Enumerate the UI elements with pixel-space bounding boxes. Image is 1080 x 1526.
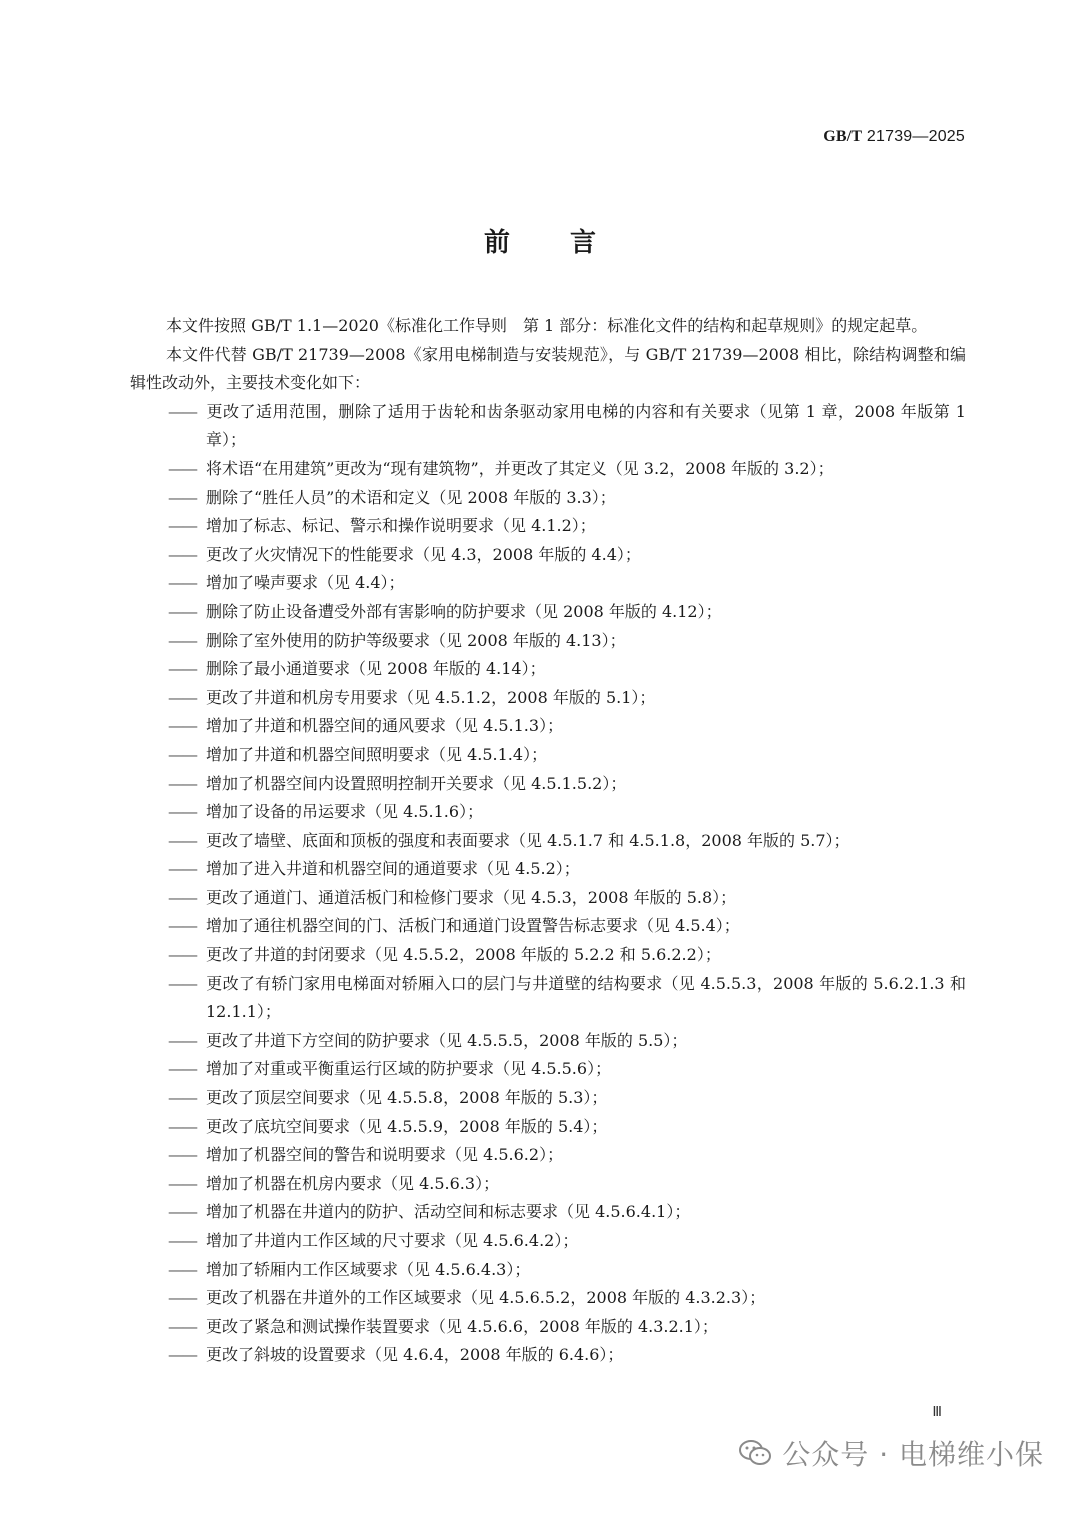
list-dash: —— bbox=[168, 1059, 196, 1079]
change-text: 增加了井道内工作区域的尺寸要求（见 4.5.6.4.2）； bbox=[206, 1231, 579, 1250]
wechat-icon bbox=[738, 1438, 772, 1468]
change-item bbox=[130, 941, 966, 970]
change-text: 增加了机器在井道内的防护、活动空间和标志要求（见 4.5.6.4.1）； bbox=[206, 1202, 691, 1222]
change-item bbox=[130, 1256, 966, 1285]
change-text: 增加了标志、标记、警示和操作说明要求（见 4.1.2）； bbox=[206, 516, 596, 536]
changes-list bbox=[130, 398, 966, 1370]
list-dash: —— bbox=[168, 1288, 196, 1308]
change-item bbox=[130, 1198, 966, 1227]
list-dash: —— bbox=[168, 716, 196, 736]
intro-paragraph: 本文件按照 GB/T 1.1—2020《标准化工作导则 第 1 部分：标准化文件的结构和起草规则》的规定起草。 bbox=[166, 316, 928, 335]
change-text: 更改了墙壁、底面和顶板的强度和表面要求（见 4.5.1.7 和 4.5.1.8，2008 年版的 5.7）； bbox=[206, 830, 850, 850]
list-dash: —— bbox=[168, 945, 196, 965]
standard-prefix: GB/T bbox=[823, 128, 863, 145]
standard-number: 21739—2025 bbox=[866, 128, 965, 145]
list-dash: —— bbox=[168, 916, 196, 936]
change-item bbox=[130, 1055, 966, 1084]
change-text: 增加了对重或平衡重运行区域的防护要求（见 4.5.5.6）； bbox=[206, 1059, 612, 1079]
change-text: 删除了“胜任人员”的术语和定义（见 2008 年版的 3.3）； bbox=[206, 487, 616, 507]
change-item bbox=[130, 484, 966, 513]
change-text: 删除了室外使用的防护等级要求（见 2008 年版的 4.13）； bbox=[206, 630, 626, 650]
list-dash: —— bbox=[168, 1316, 196, 1336]
list-dash: —— bbox=[168, 601, 196, 621]
change-text: 增加了井道和机器空间的通风要求（见 4.5.1.3）； bbox=[206, 716, 564, 736]
change-item bbox=[130, 1027, 966, 1056]
list-dash: —— bbox=[168, 830, 196, 850]
change-text: 更改了机器在井道外的工作区域要求（见 4.5.6.5.2，2008 年版的 4.3.2.3）； bbox=[206, 1288, 766, 1308]
document-body bbox=[130, 312, 966, 1370]
change-text: 更改了底坑空间要求（见 4.5.5.9，2008 年版的 5.4）； bbox=[206, 1116, 608, 1136]
list-dash: —— bbox=[168, 744, 196, 764]
change-text: 更改了适用范围，删除了适用于齿轮和齿条驱动家用电梯的内容和有关要求（见第 1 章，2008 年版第 1 章）； bbox=[206, 401, 966, 450]
change-text: 删除了最小通道要求（见 2008 年版的 4.14）； bbox=[206, 659, 546, 679]
list-dash: —— bbox=[168, 687, 196, 707]
change-item bbox=[130, 1170, 966, 1199]
list-dash: —— bbox=[168, 1030, 196, 1050]
change-text: 增加了机器空间内设置照明控制开关要求（见 4.5.1.5.2）； bbox=[206, 773, 627, 793]
list-dash: —— bbox=[168, 1088, 196, 1108]
change-text: 增加了通往机器空间的门、活板门和通道门设置警告标志要求（见 4.5.4）； bbox=[206, 916, 740, 936]
change-text: 更改了通道门、通道活板门和检修门要求（见 4.5.3，2008 年版的 5.8）； bbox=[206, 887, 737, 907]
change-item bbox=[130, 1084, 966, 1113]
change-text: 将术语“在用建筑”更改为“现有建筑物”，并更改了其定义（见 3.2，2008 年版的 3.2）； bbox=[206, 458, 834, 478]
standard-code bbox=[823, 128, 965, 146]
list-dash: —— bbox=[168, 401, 196, 421]
change-item bbox=[130, 398, 966, 455]
change-item bbox=[130, 1141, 966, 1170]
change-text: 更改了火灾情况下的性能要求（见 4.3，2008 年版的 4.4）； bbox=[206, 544, 641, 564]
change-item bbox=[130, 569, 966, 598]
list-dash: —— bbox=[168, 1202, 196, 1222]
change-text: 更改了有轿门家用电梯面对轿厢入口的层门与井道壁的结构要求（见 4.5.5.3，2008 年版的 5.6.2.1.3 和 12.1.1）； bbox=[206, 973, 966, 1022]
change-item bbox=[130, 798, 966, 827]
list-dash: —— bbox=[168, 1231, 196, 1250]
change-item bbox=[130, 855, 966, 884]
list-dash: —— bbox=[168, 859, 196, 879]
list-dash: —— bbox=[168, 1259, 196, 1279]
change-text: 删除了防止设备遭受外部有害影响的防护要求（见 2008 年版的 4.12）； bbox=[206, 601, 722, 621]
change-item bbox=[130, 627, 966, 656]
change-text: 更改了顶层空间要求（见 4.5.5.8，2008 年版的 5.3）； bbox=[206, 1088, 608, 1108]
change-text: 增加了机器在机房内要求（见 4.5.6.3）； bbox=[206, 1173, 500, 1193]
change-item bbox=[130, 541, 966, 570]
change-item bbox=[130, 598, 966, 627]
list-dash: —— bbox=[168, 773, 196, 793]
change-item bbox=[130, 1227, 966, 1256]
change-item bbox=[130, 1341, 966, 1370]
change-text: 增加了设备的吊运要求（见 4.5.1.6）； bbox=[206, 802, 484, 822]
list-dash: —— bbox=[168, 1145, 196, 1165]
change-item bbox=[130, 655, 966, 684]
change-text: 更改了井道和机房专用要求（见 4.5.1.2，2008 年版的 5.1）； bbox=[206, 687, 656, 707]
change-item bbox=[130, 912, 966, 941]
change-text: 更改了井道的封闭要求（见 4.5.5.2，2008 年版的 5.2.2 和 5.6.2.2）； bbox=[206, 945, 721, 965]
list-dash: —— bbox=[168, 458, 196, 478]
watermark bbox=[738, 1433, 1044, 1473]
list-dash: —— bbox=[168, 630, 196, 650]
change-text: 更改了斜坡的设置要求（见 4.6.4，2008 年版的 6.4.6）； bbox=[206, 1345, 624, 1365]
change-text: 增加了机器空间的警告和说明要求（见 4.5.6.2）； bbox=[206, 1145, 564, 1165]
change-text: 增加了井道和机器空间照明要求（见 4.5.1.4）； bbox=[206, 744, 548, 764]
list-dash: —— bbox=[168, 973, 196, 993]
change-item bbox=[130, 884, 966, 913]
change-text: 更改了井道下方空间的防护要求（见 4.5.5.5，2008 年版的 5.5）； bbox=[206, 1030, 688, 1050]
list-dash: —— bbox=[168, 802, 196, 822]
list-dash: —— bbox=[168, 1116, 196, 1136]
change-item bbox=[130, 1313, 966, 1342]
change-item bbox=[130, 712, 966, 741]
change-item bbox=[130, 1113, 966, 1142]
change-item bbox=[130, 684, 966, 713]
list-dash: —— bbox=[168, 487, 196, 507]
change-text: 更改了紧急和测试操作装置要求（见 4.5.6.6，2008 年版的 4.3.2.1）； bbox=[206, 1316, 718, 1336]
change-text: 增加了进入井道和机器空间的通道要求（见 4.5.2）； bbox=[206, 859, 580, 879]
intro-paragraph: 本文件代替 GB/T 21739—2008《家用电梯制造与安装规范》，与 GB/T 21739—2008 相比，除结构调整和编辑性改动外，主要技术变化如下： bbox=[130, 344, 966, 393]
change-item bbox=[130, 512, 966, 541]
watermark-text: 公众号 · 电梯维小保 bbox=[782, 1438, 1044, 1471]
change-text: 增加了噪声要求（见 4.4）； bbox=[206, 573, 405, 593]
change-text: 增加了轿厢内工作区域要求（见 4.5.6.4.3）； bbox=[206, 1259, 531, 1279]
list-dash: —— bbox=[168, 544, 196, 564]
change-item bbox=[130, 455, 966, 484]
list-dash: —— bbox=[168, 516, 196, 536]
change-item bbox=[130, 827, 966, 856]
change-item bbox=[130, 970, 966, 1027]
list-dash: —— bbox=[168, 1173, 196, 1193]
page-title: 前言 bbox=[483, 228, 656, 258]
change-item bbox=[130, 1284, 966, 1313]
change-item bbox=[130, 741, 966, 770]
change-item bbox=[130, 770, 966, 799]
list-dash: —— bbox=[168, 887, 196, 907]
list-dash: —— bbox=[168, 573, 196, 593]
list-dash: —— bbox=[168, 1345, 196, 1365]
list-dash: —— bbox=[168, 659, 196, 679]
page-number: Ⅲ bbox=[932, 1405, 942, 1420]
